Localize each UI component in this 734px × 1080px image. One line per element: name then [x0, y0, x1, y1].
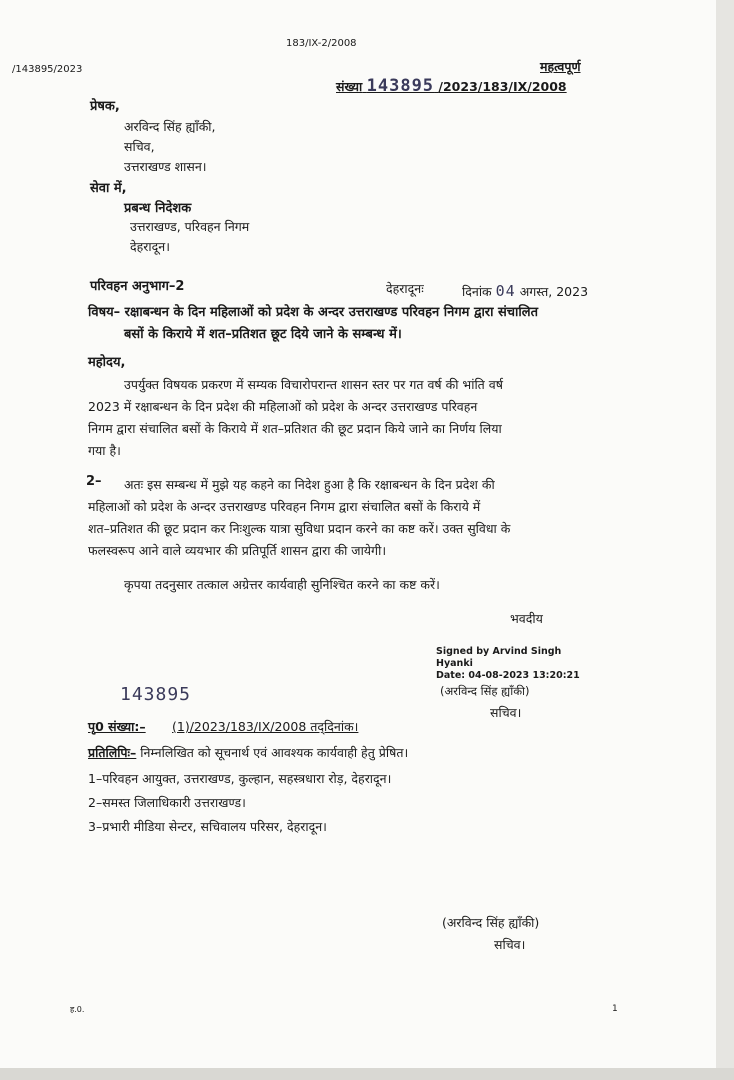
signatory-name: (अरविन्द सिंह ह्याँकी)	[440, 684, 530, 698]
para3-text: कृपया तदनुसार तत्काल अग्रेत्तर कार्यवाही सुनिश्चित करने का कष्ट करें।	[124, 577, 440, 592]
section-name: परिवहन अनुभाग–2	[90, 279, 185, 294]
para2-line-3: शत–प्रतिशत की छूट प्रदान कर निःशुल्क यात्रा सुविधा प्रदान करने का कष्ट करें। उक्त सुविधा के	[88, 521, 511, 536]
sender-label: प्रेषक,	[90, 99, 120, 114]
copy-label: प्रतिलिपिः–	[88, 745, 137, 760]
final-signatory-name: (अरविन्द सिंह ह्याँकी)	[442, 915, 540, 930]
para1-line-2: 2023 में रक्षाबन्धन के दिन प्रदेश की महिलाओं को प्रदेश के अन्दर उत्तराखण्ड परिवहन	[88, 399, 478, 414]
dispatch-date	[462, 282, 588, 300]
digital-signature-line-3: Date: 04-08-2023 13:20:21	[436, 670, 580, 681]
copy-line	[88, 744, 408, 761]
sender-post: सचिव,	[124, 139, 155, 154]
copy-item-3: 3–प्रभारी मीडिया सेन्टर, सचिवालय परिसर, देहरादून।	[88, 819, 327, 834]
dispatch-place: देहरादूनः	[386, 281, 424, 296]
date-handwritten: 04	[495, 282, 516, 300]
salutation: महोदय,	[88, 355, 126, 370]
footer-initials: ह.0.	[70, 1005, 85, 1014]
page-number: 1	[612, 1004, 618, 1014]
scan-edge-bottom	[0, 1068, 734, 1080]
digital-signature	[436, 646, 580, 682]
to-city: देहरादून।	[130, 239, 170, 254]
scan-edge-right	[716, 0, 734, 1080]
date-suffix: अगस्त, 2023	[519, 284, 589, 299]
para2-line-2: महिलाओं को प्रदेश के अन्दर उत्तराखण्ड परिवहन निगम द्वारा संचालित बसों के किराये में	[88, 499, 481, 514]
number-handwritten: 143895	[366, 76, 435, 96]
endorsement-number: (1)/2023/183/IX/2008 तद्‌दिनांक।	[172, 719, 359, 734]
para2-line-4: फलस्वरूप आने वाले व्ययभार की प्रतिपूर्ति शासन द्वारा की जायेगी।	[88, 543, 387, 558]
para2-number: 2–	[86, 474, 102, 489]
signatory-post: सचिव।	[490, 705, 522, 720]
subject-line-2: बसों के किराये में शत–प्रतिशत छूट दिये जाने के सम्बन्ध में।	[124, 327, 402, 342]
reference-left: /143895/2023	[12, 64, 83, 75]
digital-signature-line-2: Hyanki	[436, 658, 473, 669]
endorse-handwritten-number: 143895	[120, 684, 192, 705]
copy-item-1: 1–परिवहन आयुक्त, उत्तराखण्ड, कुल्हान, सहस्त्रधारा रोड़, देहरादून।	[88, 771, 392, 786]
number-label: संख्या	[336, 79, 363, 94]
subject-line-1: विषय– रक्षाबन्धन के दिन महिलाओं को प्रदेश के अन्दर उत्तराखण्ड परिवहन निगम द्वारा संचालित	[88, 305, 539, 320]
sender-org: उत्तराखण्ड शासन।	[124, 159, 207, 174]
final-signatory-post: सचिव।	[494, 937, 526, 952]
para1-line-4: गया है।	[88, 443, 121, 458]
endorsement-label: पृ0 संख्या:–	[88, 719, 146, 734]
para2-line-1: अतः इस सम्बन्ध में मुझे यह कहने का निदेश हुआ है कि रक्षाबन्धन के दिन प्रदेश की	[124, 477, 495, 492]
digital-signature-line-1: Signed by Arvind Singh	[436, 646, 562, 657]
importance-mark: महत्वपूर्ण	[540, 59, 581, 74]
para1-line-1: उपर्युक्त विषयक प्रकरण में सम्यक विचारोपरान्त शासन स्तर पर गत वर्ष की भांति वर्ष	[124, 377, 503, 392]
yours-faithfully: भवदीय	[510, 611, 543, 626]
file-number-top: 183/IX-2/2008	[286, 38, 357, 49]
letter-number	[336, 76, 567, 96]
copy-intro: निम्नलिखित को सूचनार्थ एवं आवश्यक कार्यवाही हेतु प्रेषित।	[140, 745, 409, 760]
number-suffix: /2023/183/IX/2008	[438, 79, 567, 94]
para1-line-3: निगम द्वारा संचालित बसों के किराये में शत–प्रतिशत की छूट प्रदान किये जाने का निर्णय लिया	[88, 421, 502, 436]
sender-name: अरविन्द सिंह ह्याँकी,	[124, 119, 216, 134]
date-label: दिनांक	[462, 284, 492, 299]
to-label: सेवा में,	[90, 181, 127, 196]
to-org: उत्तराखण्ड, परिवहन निगम	[130, 219, 250, 234]
copy-item-2: 2–समस्त जिलाधिकारी उत्तराखण्ड।	[88, 795, 246, 810]
to-name: प्रबन्ध निदेशक	[124, 201, 192, 216]
